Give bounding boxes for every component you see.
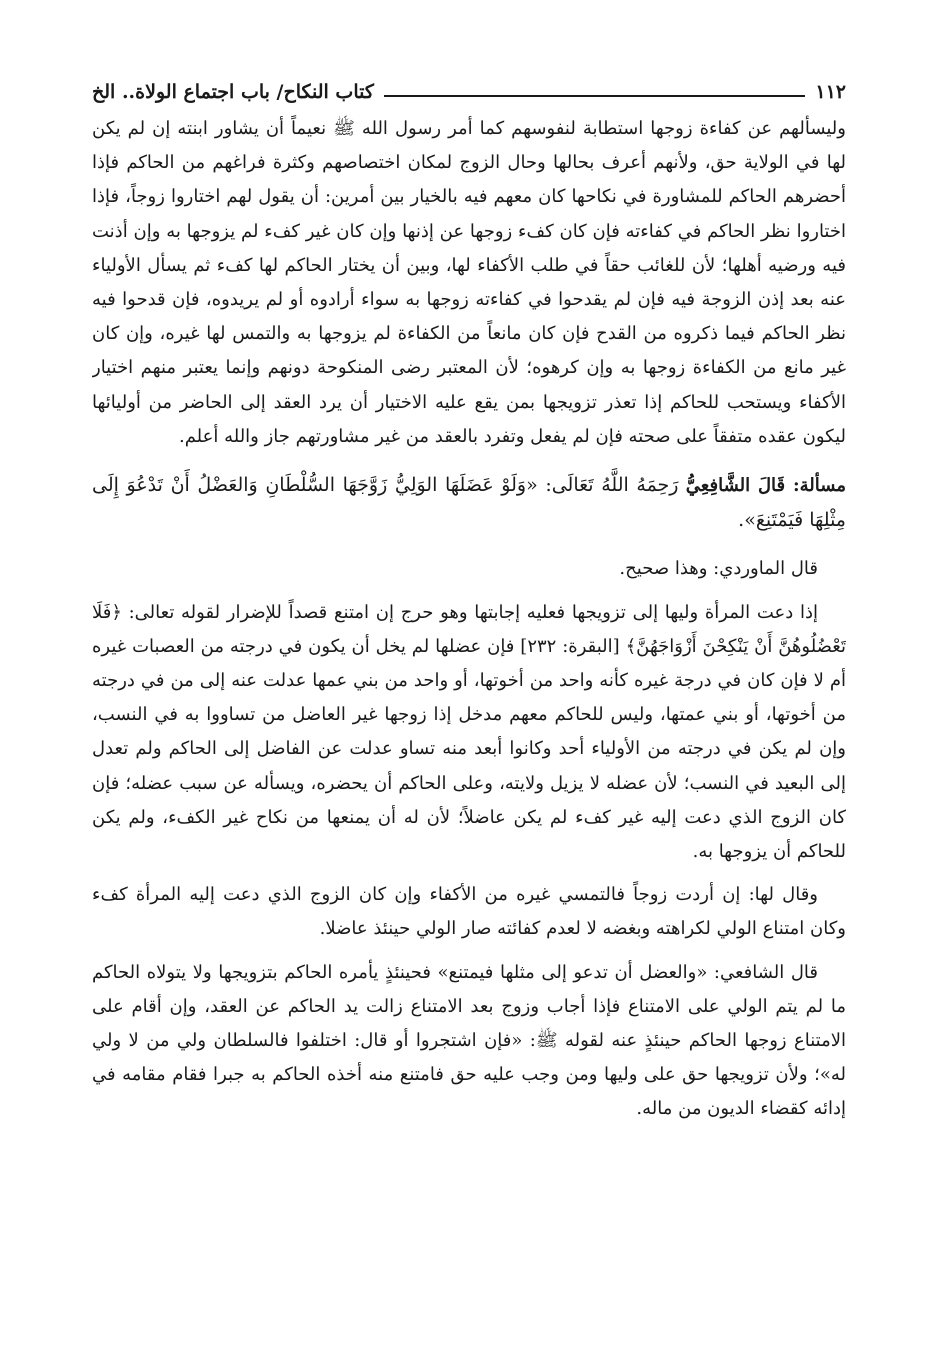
- page-number: ١١٢: [815, 81, 846, 103]
- page-body: [92, 112, 846, 1127]
- paragraph: قال الماوردي: وهذا صحيح.: [619, 558, 818, 580]
- paragraph: قال الشافعي: «والعضل أن تدعو إلى مثلها فيمتنع» فحينئذٍ يأمره الحاكم بتزويجها ولا يتولاه الحاكم ما لم يتم الولي على الامتناع فإذا أجاب وزوج بعد الامتناع زالت يد الحاكم عن العقد، وإن أقام على الامتناع زوجها الحاكم حينئذٍ عنه لقوله ﷺ: «فإن اشتجروا أو قال: اختلفوا فالسلطان ولي من لا ولي له»؛ ولأن تزويجها حق على وليها ومن وجب عليه حق فامتنع منه أخذه الحاكم به جبرا فقام مقامه في إدائه كقضاء الديون من ماله.: [92, 961, 846, 1120]
- speaker-name: قَالَ الشَّافِعِيُّ: [685, 475, 786, 497]
- book-page: [92, 72, 846, 1332]
- paragraph: إذا دعت المرأة وليها إلى تزويجها فعليه إجابتها وهو حرج إن امتنع قصداً للإضرار لقوله تعالى: ﴿فَلَا تَعْضُلُوهُنَّ أَنْ يَنْكِحْنَ أَزْوَاجَهُنَّ﴾ [البقرة: ٢٣٢] فإن عضلها لم يخل أن يكون في درجته من العصبات غيره أم لا فإن كان في درجة غيره كأنه واحد من أخوتها، أو واحد من بني عمها عدلت عنه إلى من في درجته من أخوتها، أو بني عمتها، وليس للحاكم معهم مدخل إذا زوجها غير العاضل من تساووا به في النسب، وإن لم يكن في درجته من الأولياء أحد وكانوا أبعد منه تساو عدلت عن الفاضل إلى الحاكم ولم تعدل إلى البعيد في النسب؛ لأن عضله لا يزيل ولايته، وعلى الحاكم أن يحضره، ويسأله عن سبب عضله؛ فإن كان الزوج الذي دعت إليه غير كفء لم يكن عاضلاً؛ لأن له أن يمنعها من نكاح غير الكفء، ولم يكن للحاكم أن يزوجها به.: [92, 601, 846, 863]
- paragraph: وقال لها: إن أردت زوجاً فالتمسي غيره من الأكفاء وإن كان الزوج الذي دعت إليه المرأة كفء وكان امتناع الولي لكراهته وبغضه لا لعدم كفائته صار الولي حينئذ عاضلا.: [92, 884, 846, 940]
- quoted-text: رَحِمَهُ اللَّهُ تَعَالَى: «وَلَوْ عَضَلَهَا الوَلِيُّ زَوَّجَهَا السُّلْطَانِ وَالعَضْلُ أَنْ تَدْعُوَ إِلَى مِثْلِهَا فَيَمْتَنِعَ».: [92, 474, 846, 532]
- paragraph: وليسألهم عن كفاءة زوجها استطابة لنفوسهم كما أمر رسول الله ﷺ نعيماً أن يشاور ابنته إن لم يكن لها في الولاية حق، ولأنهم أعرف بحالها وحال الزوج لمكان اختصاصهم وكثرة فراغهم من الحاكم فإذا أحضرهم الحاكم للمشاورة في نكاحها كان معهم فيه بالخيار بين أمرين: أن يقول لهم اختاروا زوجاً، فإذا اختاروا نظر الحاكم في كفاءته فإن كان كفء زوجها عن إذنها وإن كان غير كفء لم يزوجها به وإن أذنت فيه ورضيه أهلها؛ لأن للغائب حقاً في طلب الأكفاء لها، وبين أن يختار الحاكم لها كفء ثم يسأل الأولياء عنه بعد إذن الزوجة فيه فإن لم يقدحوا في كفاءته زوجها به سواء أرادوه أو لم يريدوه، فإن قدحوا فيه نظر الحاكم فيما ذكروه من القدح فإن كان مانعاً من الكفاءة لم يزوجها به والتمس لها غيره، وإن كان غير مانع من الكفاءة زوجها به وإن كرهوه؛ لأن المعتبر رضى المنكوحة دونهم وإنما يعتبر منهم اختيار الأكفاء ويستحب للحاكم إذا تعذر تزويجها بمن يقع عليه الاختيار أن يرد العقد إلى الحاضر من أوليائها ليكون عقده متفقاً على صحته فإن لم يفعل وتفرد بالعقد من غير مشاورتهم جاز والله أعلم.: [92, 118, 846, 447]
- masala-paragraph: مسألة: قَالَ الشَّافِعِيُّ رَحِمَهُ اللَّهُ تَعَالَى: «وَلَوْ عَضَلَهَا الوَلِيُّ زَوَّجَهَا السُّلْطَانِ وَالعَضْلُ أَنْ تَدْعُوَ إِلَى مِثْلِهَا فَيَمْتَنِعَ».: [92, 474, 846, 532]
- page-header: [92, 72, 846, 112]
- header-rule: [384, 95, 805, 97]
- running-title: كتاب النكاح/ باب اجتماع الولاة.. الخ: [92, 81, 374, 103]
- masala-label: مسألة: [799, 475, 846, 497]
